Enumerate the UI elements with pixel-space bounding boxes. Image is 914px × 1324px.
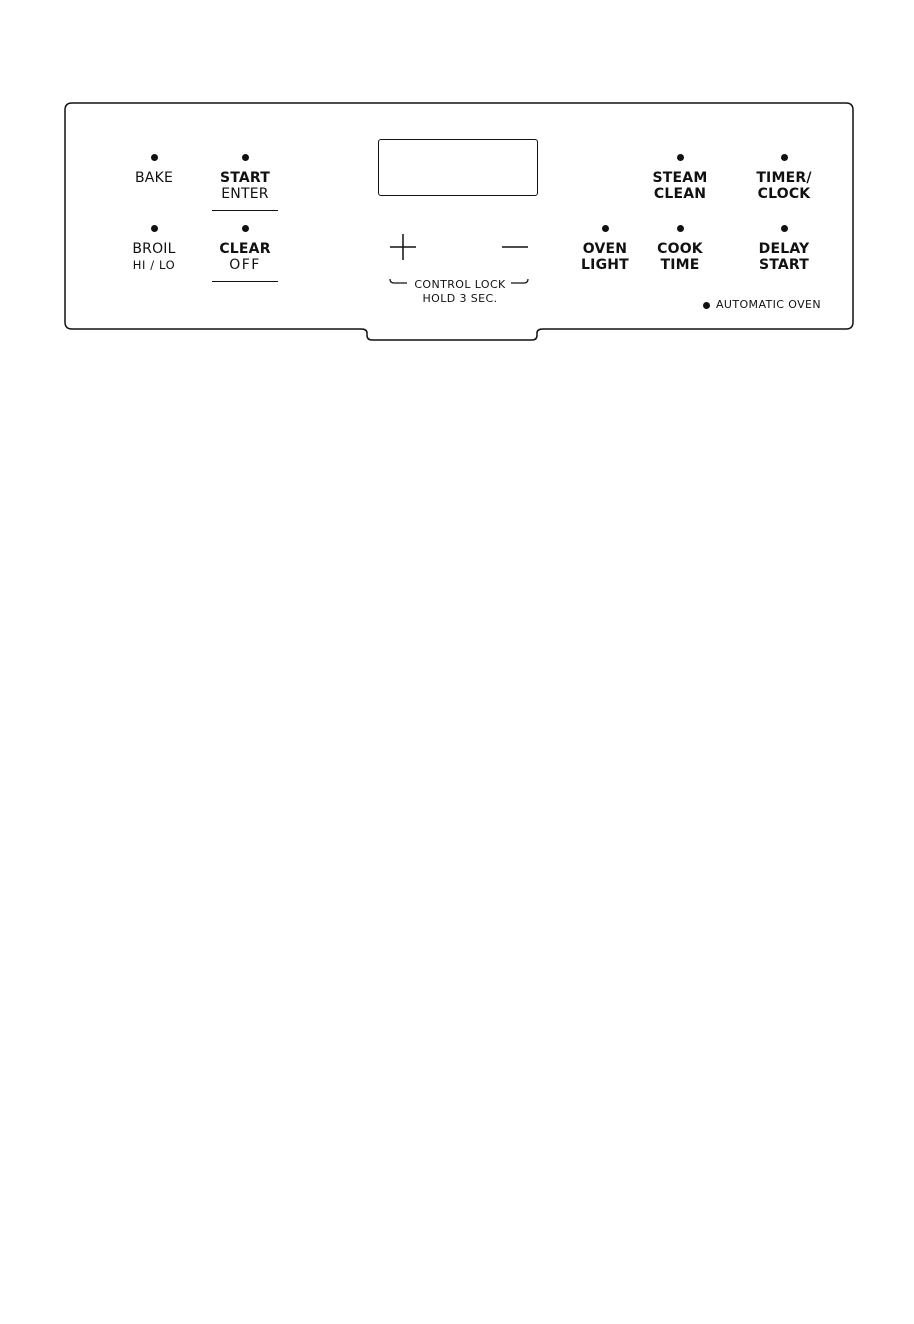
oven-label: OVEN xyxy=(582,241,628,257)
steam-clean-button[interactable] xyxy=(645,154,715,202)
clock-label: CLOCK xyxy=(757,186,811,202)
start-indicator-icon xyxy=(242,154,249,161)
bake-button[interactable] xyxy=(114,154,194,186)
timer-clock-indicator-icon xyxy=(781,154,788,161)
delay-start-button[interactable] xyxy=(747,225,821,273)
broil-indicator-icon xyxy=(151,225,158,232)
cook-time-button[interactable] xyxy=(645,225,715,273)
steam-label: STEAM xyxy=(652,170,708,186)
clear-label: CLEAR xyxy=(219,241,271,257)
timer-clock-button[interactable] xyxy=(747,154,821,202)
control-lock-caption xyxy=(390,278,530,306)
automatic-oven-indicator xyxy=(703,298,821,312)
start-underline xyxy=(212,210,278,211)
clear-off-button[interactable] xyxy=(212,225,278,282)
delay-label: DELAY xyxy=(758,241,810,257)
broil-label: BROIL xyxy=(132,241,176,257)
start-label: START xyxy=(219,170,271,186)
indicator-dot-icon xyxy=(703,302,710,309)
minus-icon[interactable] xyxy=(501,233,529,261)
start-delay-label: START xyxy=(758,257,810,273)
automatic-oven-label: AUTOMATIC OVEN xyxy=(716,298,822,311)
off-label: OFF xyxy=(229,257,261,273)
timer-label: TIMER/ xyxy=(756,170,812,186)
steam-clean-indicator-icon xyxy=(677,154,684,161)
control-lock-label: CONTROL LOCK xyxy=(414,278,506,291)
delay-start-indicator-icon xyxy=(781,225,788,232)
cook-time-indicator-icon xyxy=(677,225,684,232)
clean-label: CLEAN xyxy=(653,186,707,202)
time-label: TIME xyxy=(660,257,700,273)
hold-3-sec-label: HOLD 3 SEC. xyxy=(422,292,498,305)
enter-label: ENTER xyxy=(221,186,269,202)
broil-button[interactable] xyxy=(114,225,194,272)
oven-light-indicator-icon xyxy=(602,225,609,232)
start-enter-button[interactable] xyxy=(212,154,278,211)
display-window xyxy=(378,139,538,196)
broil-hi-lo-label: HI / LO xyxy=(132,258,176,272)
bake-indicator-icon xyxy=(151,154,158,161)
bake-label: BAKE xyxy=(134,170,173,186)
plus-icon[interactable] xyxy=(389,233,417,261)
light-label: LIGHT xyxy=(581,257,629,273)
oven-light-button[interactable] xyxy=(570,225,640,273)
cook-label: COOK xyxy=(657,241,703,257)
clear-indicator-icon xyxy=(242,225,249,232)
clear-underline xyxy=(212,281,278,282)
